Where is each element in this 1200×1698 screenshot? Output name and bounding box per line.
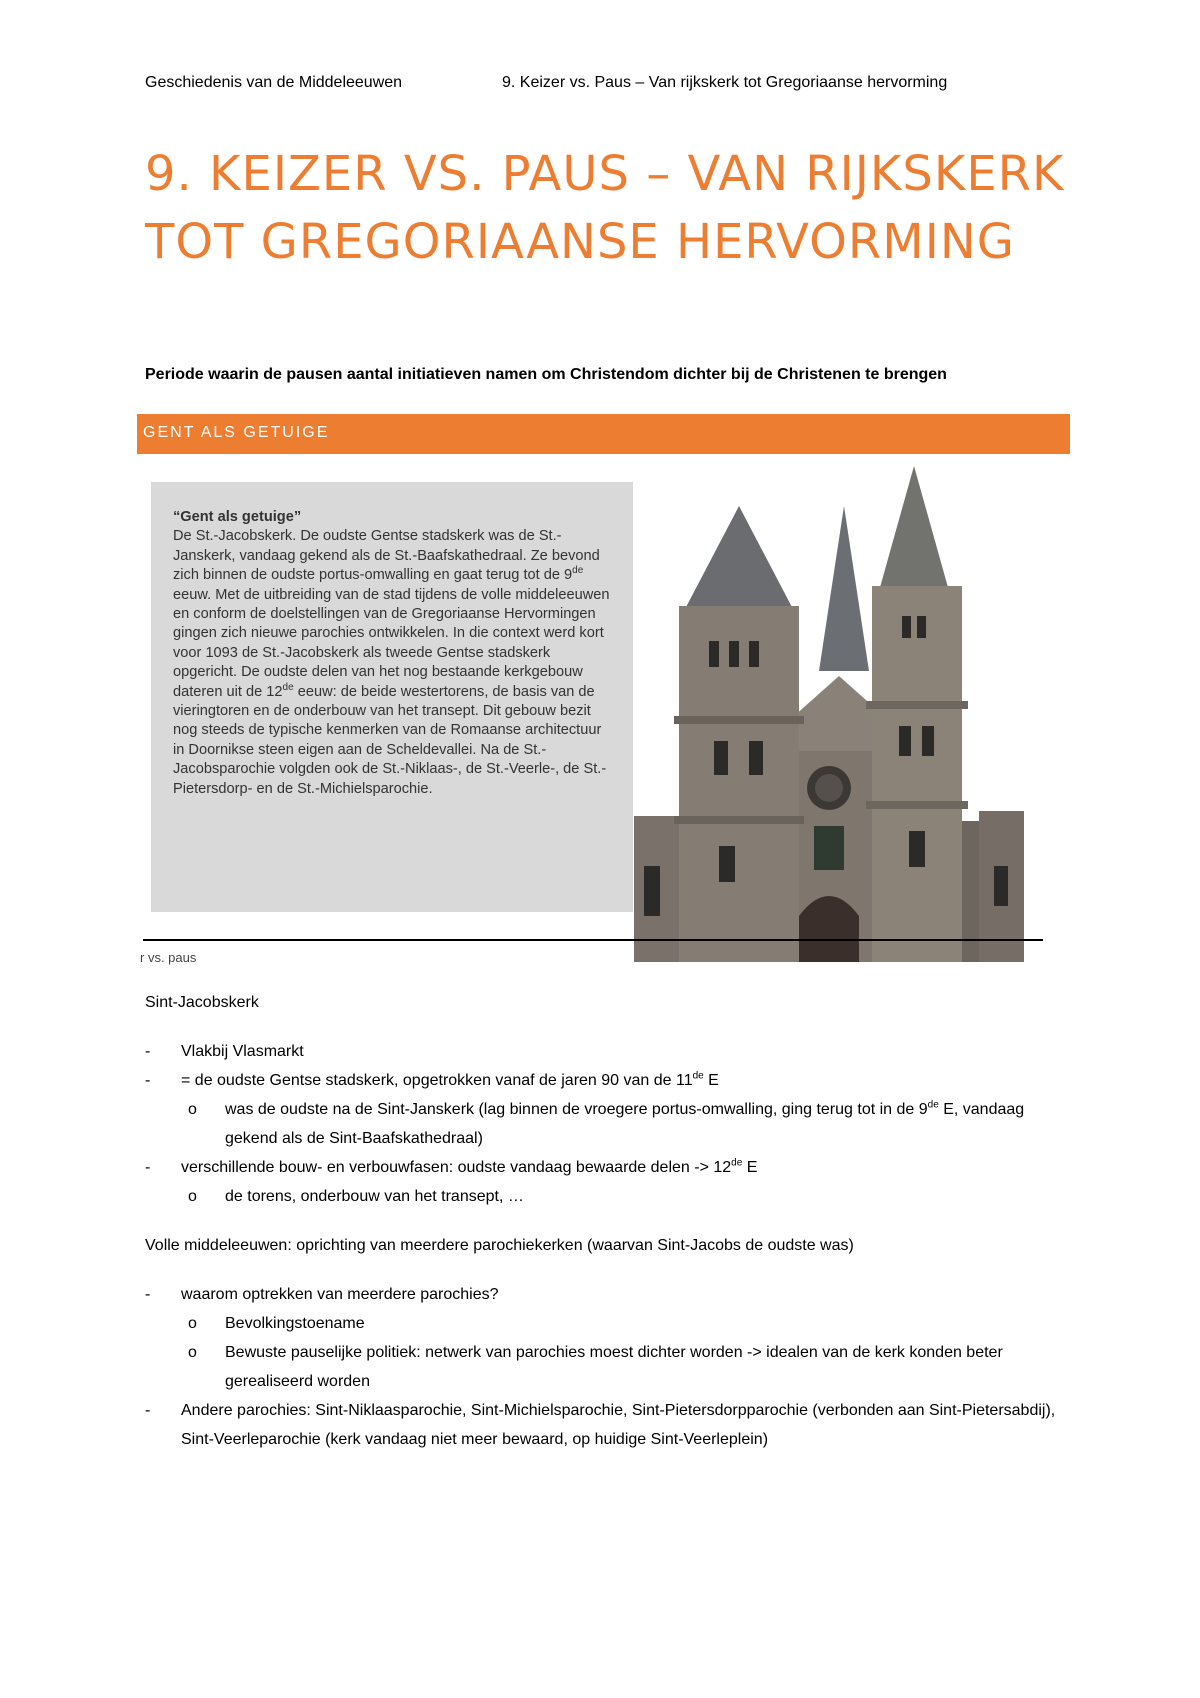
list-item: - waarom optrekken van meerdere parochies? (145, 1286, 499, 1303)
notes-list-2 (145, 1280, 1065, 1454)
list-item: o was de oudste na de Sint-Janskerk (lag binnen de vroegere portus-omwalling, ging terug tot in de 9de E, vandaag gekend als de Sint-Baafskathedraal) (188, 1099, 1025, 1147)
list-item: o Bevolkingstoename (188, 1315, 365, 1332)
notes-paragraph: Volle middeleeuwen: oprichting van meerdere parochiekerken (waarvan Sint-Jacobs de oudste was) (145, 1237, 854, 1254)
notes-body (145, 988, 1065, 1454)
quote-box-title: “Gent als getuige” (173, 509, 302, 525)
notes-heading: Sint-Jacobskerk (145, 994, 259, 1011)
image-caption: r vs. paus (140, 950, 197, 965)
list-item: o Bewuste pauselijke politiek: netwerk van parochies moest dichter worden -> idealen van de kerk konden beter gerealiseerd worden (188, 1344, 1003, 1390)
running-header-left: Geschiedenis van de Middeleeuwen (145, 74, 403, 91)
list-item: - = de oudste Gentse stadskerk, opgetrokken vanaf de jaren 90 van de 11de E (145, 1070, 719, 1089)
page-title: 9. KEIZER VS. PAUS – VAN RIJKSKERK TOT GREGORIAANSE HERVORMING (145, 146, 1065, 270)
list-item: - Andere parochies: Sint-Niklaasparochie, Sint-Michielsparochie, Sint-Pietersdorpparochie (verbonden aan Sint-Pietersabdij), Sint-Veerleparochie (kerk vandaag niet meer bewaard, op huidige Sint-Veerleplein) (145, 1402, 1056, 1448)
list-item: - Vlakbij Vlasmarkt (145, 1043, 304, 1060)
church-photo (634, 466, 1024, 962)
list-item: - verschillende bouw- en verbouwfasen: oudste vandaag bewaarde delen -> 12de E (145, 1157, 758, 1176)
section-heading: GENT ALS GETUIGE (137, 414, 1070, 454)
notes-list-1 (145, 1037, 1065, 1211)
running-header-right: 9. Keizer vs. Paus – Van rijkskerk tot Gregoriaanse hervorming (502, 74, 948, 91)
quote-box-text: De St.-Jacobskerk. De oudste Gentse stadskerk was de St.-Janskerk, vandaag gekend als de St.-Baafskathedraal. Ze bevond zich binnen de oudste portus-omwalling en gaat terug tot de 9de eeuw. Met de uitbreiding van de stad tijdens de volle middeleeuwen en conform de doelstellingen van de Gregoriaanse Hervormingen gingen zich nieuwe parochies ontwikkelen. In die context werd kort voor 1093 de St.-Jacobskerk als tweede Gentse stadskerk opgericht. De oudste delen van het nog bestaande kerkgebouw dateren uit de 12de eeuw: de beide westertorens, de basis van de vieringtoren en de onderbouw van het transept. Dit gebouw bezit nog steeds de typische kenmerken van de Romaanse architectuur in Doornikse steen eigen aan de Scheldevallei. Na de St.-Jacobsparochie volgden ook de St.-Niklaas-, de St.-Veerle-, de St.-Pietersdorp- en de St.-Michielsparochie. (173, 528, 610, 797)
divider-line (143, 939, 1043, 941)
subtitle: Periode waarin de pausen aantal initiatieven namen om Christendom dichter bij de Christenen te brengen (145, 366, 947, 383)
list-item: o de torens, onderbouw van het transept, … (188, 1188, 524, 1205)
quote-box (151, 482, 633, 912)
